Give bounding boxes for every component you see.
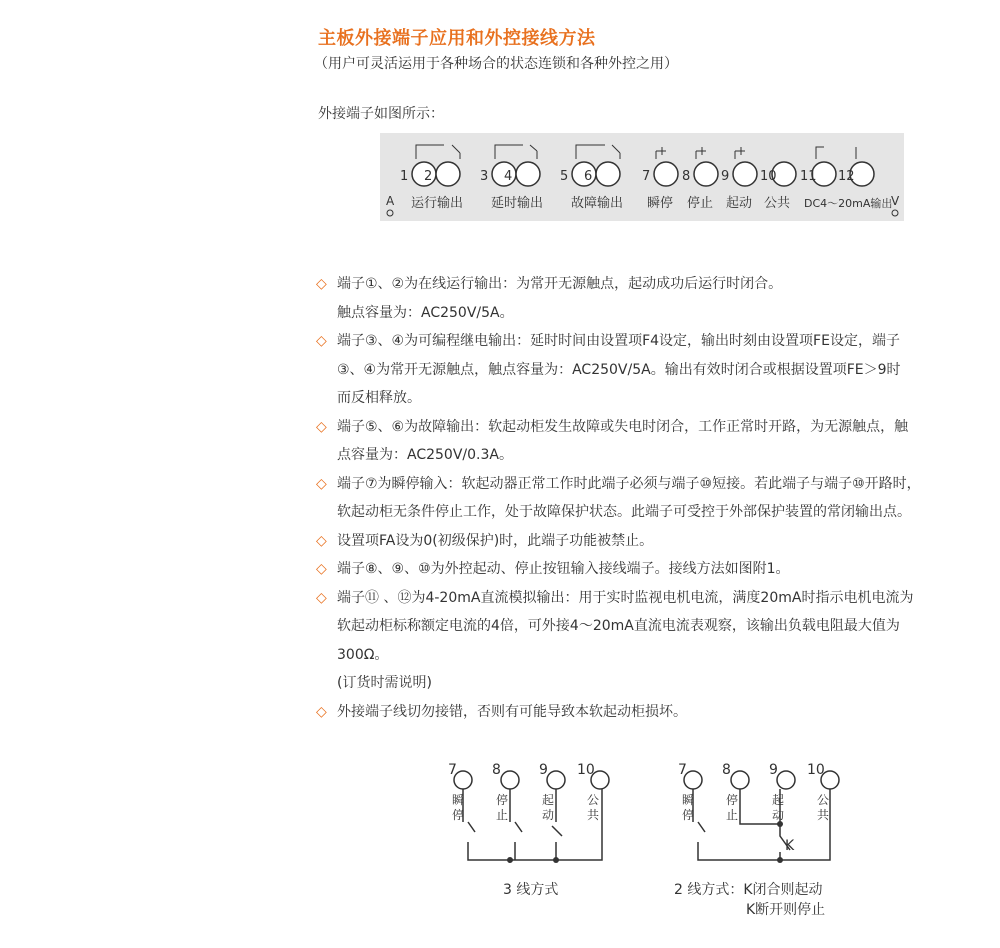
note-line bbox=[316, 641, 996, 670]
page-title: 主板外接端子应用和外控接线方法 bbox=[318, 28, 596, 49]
note-text: 点容量为：AC250V/0.3A。 bbox=[337, 447, 513, 463]
note-line bbox=[316, 470, 996, 499]
vlabel-start-2w-char1: 动 bbox=[772, 808, 785, 822]
page-subtitle: （用户可灵活运用于各种场合的状态连锁和各种外控之用） bbox=[314, 56, 678, 72]
label-analog-output: DC4～20mA输出 bbox=[804, 197, 893, 210]
note-line bbox=[316, 441, 996, 470]
label-instant-stop: 瞬停 bbox=[647, 196, 674, 211]
diamond-bullet-icon: ◇ bbox=[316, 333, 327, 349]
note-line bbox=[316, 584, 996, 613]
note-line bbox=[316, 327, 996, 356]
diamond-bullet-icon: ◇ bbox=[316, 532, 327, 549]
wire-stop-3w bbox=[510, 789, 522, 860]
wiring-diagram bbox=[430, 760, 870, 944]
vlabel-start-2w-char0: 起 bbox=[772, 793, 785, 807]
label-common: 公共 bbox=[764, 196, 791, 211]
note-text: 300Ω。 bbox=[337, 646, 389, 663]
terminal-3-number: 3 bbox=[480, 169, 489, 184]
note-text: 设置项FA设为0(初级保护)时，此端子功能被禁止。 bbox=[337, 532, 654, 549]
note-text: 端子⑤、⑥为故障输出：软起动柜发生故障或失电时闭合，工作正常时开路，为无源触点，触 bbox=[337, 418, 909, 435]
vlabel-common-3w-char1: 共 bbox=[587, 808, 600, 822]
note-line bbox=[316, 299, 996, 328]
term9-num-3w: 9 bbox=[539, 762, 548, 778]
notes-list bbox=[316, 270, 996, 726]
terminal-10-number: 10 bbox=[760, 169, 777, 184]
note-text: ③、④为常开无源触点，触点容量为：AC250V/5A。输出有效时闭合或根据设置项FE＞9时 bbox=[337, 361, 901, 378]
label-stop: 停止 bbox=[687, 196, 714, 211]
vlabel-stop-3w-char1: 止 bbox=[496, 808, 509, 822]
label-delay-output: 延时输出 bbox=[491, 196, 544, 211]
vlabel-instant-stop-2w-char1: 停 bbox=[682, 808, 695, 822]
switch-k-label: K bbox=[785, 838, 795, 854]
diamond-bullet-icon: ◇ bbox=[316, 276, 327, 292]
note-text: 端子⑦为瞬停输入：软起动器正常工作时此端子必须与端子⑩短接。若此端子与端子⑩开路时， bbox=[337, 475, 921, 492]
label-run-output: 运行输出 bbox=[411, 196, 464, 211]
vlabel-instant-stop-2w-char0: 瞬 bbox=[682, 793, 695, 807]
note-text: 外接端子线切勿接错，否则有可能导致本软起动柜损坏。 bbox=[337, 703, 687, 720]
two-wire-caption-2: K断开则停止 bbox=[746, 902, 826, 918]
terminal-8-number: 8 bbox=[682, 169, 691, 184]
label-start: 起动 bbox=[726, 196, 753, 211]
terminal-4-circle bbox=[516, 162, 540, 186]
terminal-6-number: 6 bbox=[584, 169, 593, 184]
left-mark-circle bbox=[387, 210, 393, 216]
term8-circle-2w bbox=[731, 771, 749, 789]
note-line bbox=[316, 612, 996, 641]
term9-num-2w: 9 bbox=[769, 762, 778, 778]
diamond-bullet-icon: ◇ bbox=[316, 703, 327, 720]
three-wire-caption: 3 线方式 bbox=[503, 882, 559, 898]
term8-circle-3w bbox=[501, 771, 519, 789]
wiring-diagram-svg bbox=[430, 760, 870, 940]
term7-num-3w: 7 bbox=[448, 762, 457, 778]
note-text: 端子⑧、⑨、⑩为外控起动、停止按钮输入接线端子。接线方法如图附1。 bbox=[337, 561, 790, 577]
label-fault-output: 故障输出 bbox=[571, 196, 624, 211]
terminal-panel bbox=[380, 133, 904, 221]
diamond-bullet-icon: ◇ bbox=[316, 589, 327, 606]
note-text: 端子⑪ 、⑫为4-20mA直流模拟输出：用于实时监视电机电流，满度20mA时指示电机电流为 bbox=[337, 589, 914, 606]
note-line bbox=[316, 698, 996, 727]
note-line bbox=[316, 413, 996, 442]
terminal-circles bbox=[400, 162, 874, 186]
vlabel-common-2w-char0: 公 bbox=[817, 793, 830, 807]
vlabel-start-3w-char1: 动 bbox=[542, 808, 555, 822]
terminal-2-circle bbox=[436, 162, 460, 186]
note-text: 端子①、②为在线运行输出：为常开无源触点，起动成功后运行时闭合。 bbox=[337, 276, 783, 292]
note-line bbox=[316, 384, 996, 413]
right-mark-circle bbox=[892, 210, 898, 216]
terminal-7-circle bbox=[654, 162, 678, 186]
term8-num-3w: 8 bbox=[492, 762, 501, 778]
terminal-9-circle bbox=[733, 162, 757, 186]
vlabel-start-3w-char0: 起 bbox=[542, 793, 555, 807]
note-line bbox=[316, 527, 996, 556]
note-text: (订货时需说明) bbox=[337, 675, 432, 691]
terminal-6-circle bbox=[596, 162, 620, 186]
contact-brackets bbox=[416, 145, 856, 159]
note-line bbox=[316, 669, 996, 698]
term10-num-3w: 10 bbox=[577, 762, 595, 778]
term9-circle-3w bbox=[547, 771, 565, 789]
term10-num-2w: 10 bbox=[807, 762, 825, 778]
note-text: 软起动柜标称额定电流的4倍，可外接4～20mA直流电流表观察，该输出负载电阻最大值为 bbox=[337, 618, 900, 634]
diamond-bullet-icon: ◇ bbox=[316, 561, 327, 577]
vlabel-stop-2w-char1: 止 bbox=[726, 808, 739, 822]
terminal-9-number: 9 bbox=[721, 169, 730, 184]
diamond-bullet-icon: ◇ bbox=[316, 475, 327, 492]
two-wire-caption: 2 线方式：K闭合则起动 bbox=[674, 882, 823, 898]
note-line bbox=[316, 356, 996, 385]
vlabel-common-2w-char1: 共 bbox=[817, 808, 830, 822]
terminal-4-number: 4 bbox=[504, 169, 513, 184]
note-line bbox=[316, 555, 996, 584]
terminal-1-number: 1 bbox=[400, 169, 409, 184]
terminal-5-number: 5 bbox=[560, 169, 569, 184]
terminal-labels bbox=[411, 195, 892, 211]
wire-instant-stop-3w bbox=[463, 789, 602, 860]
intro-text: 外接端子如图所示： bbox=[318, 106, 444, 122]
vlabel-common-3w-char0: 公 bbox=[587, 793, 600, 807]
vlabel-instant-stop-3w-char0: 瞬 bbox=[452, 793, 465, 807]
term8-num-2w: 8 bbox=[722, 762, 731, 778]
terminal-8-circle bbox=[694, 162, 718, 186]
vlabel-stop-2w-char0: 停 bbox=[726, 793, 739, 807]
note-line bbox=[316, 498, 996, 527]
note-text: 端子③、④为可编程继电输出：延时时间由设置项F4设定，输出时刻由设置项FE设定，端子 bbox=[337, 333, 900, 349]
term9-circle-2w bbox=[777, 771, 795, 789]
note-text: 而反相释放。 bbox=[337, 390, 421, 406]
terminal-12-number: 12 bbox=[838, 169, 855, 184]
junction-dots bbox=[507, 821, 783, 863]
panel-right-mark: V bbox=[891, 194, 900, 208]
vlabel-stop-3w-char0: 停 bbox=[496, 793, 509, 807]
terminal-2-number: 2 bbox=[424, 169, 433, 184]
diamond-bullet-icon: ◇ bbox=[316, 418, 327, 435]
terminal-11-number: 11 bbox=[800, 169, 817, 184]
note-text: 触点容量为：AC250V/5A。 bbox=[337, 304, 514, 321]
terminal-7-number: 7 bbox=[642, 169, 651, 184]
panel-left-mark: A bbox=[386, 194, 395, 208]
note-text: 软起动柜无条件停止工作，处于故障保护状态。此端子可受控于外部保护装置的常闭输出点。 bbox=[337, 504, 911, 520]
term7-num-2w: 7 bbox=[678, 762, 687, 778]
terminal-panel-drawing bbox=[380, 133, 904, 221]
vlabel-instant-stop-3w-char1: 停 bbox=[452, 808, 465, 822]
note-line bbox=[316, 270, 996, 299]
